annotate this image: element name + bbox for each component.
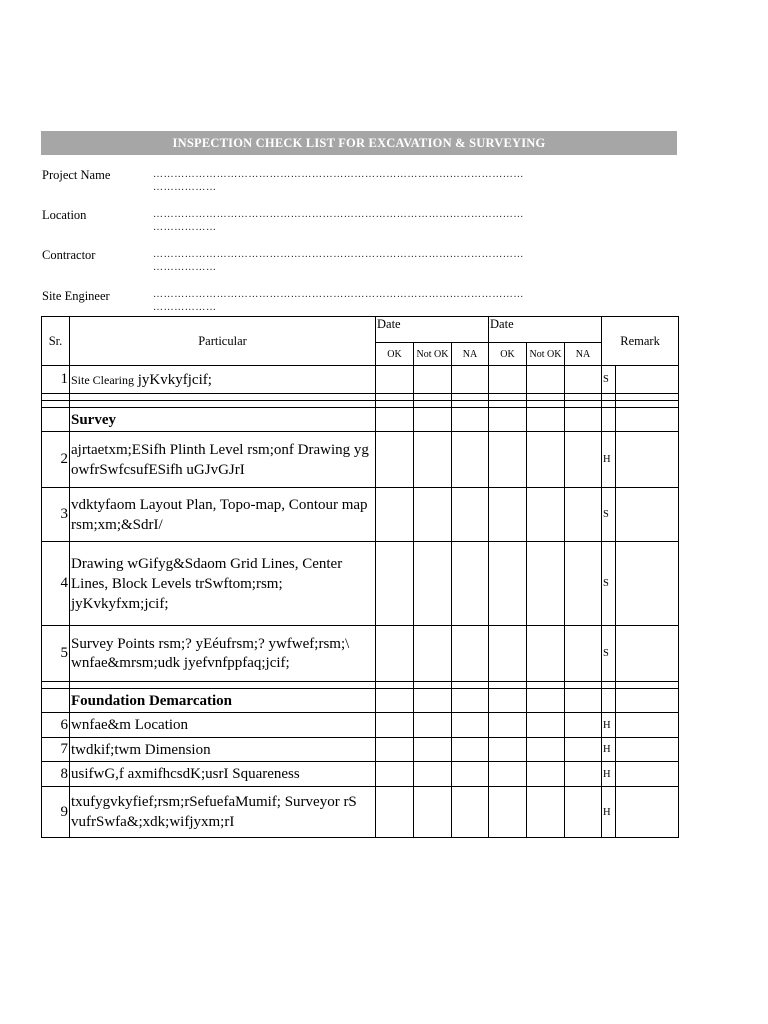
- row-particular-lead: Site Clearing: [71, 372, 134, 387]
- header-date-2: Date: [489, 317, 602, 343]
- not-ok-cell[interactable]: [527, 542, 565, 626]
- ok-cell[interactable]: [489, 738, 527, 762]
- remark-code: S: [602, 542, 616, 626]
- remark-code: H: [602, 713, 616, 738]
- site-engineer-label: Site Engineer: [42, 289, 110, 303]
- not-ok-cell[interactable]: [527, 488, 565, 542]
- project-name-label: Project Name: [42, 168, 111, 182]
- row-sr: 6: [42, 713, 70, 738]
- ok-cell[interactable]: [489, 542, 527, 626]
- ok-cell[interactable]: [489, 432, 527, 488]
- header-ok-1: OK: [376, 343, 414, 366]
- row-particular: [70, 366, 376, 394]
- na-cell[interactable]: [565, 738, 602, 762]
- checklist-table: [41, 316, 679, 838]
- project-name-dots-1: ……………………………………………………………………………………………: [153, 169, 524, 180]
- header-sr: Sr.: [42, 317, 70, 366]
- header-ok-2: OK: [489, 343, 527, 366]
- contractor-label: Contractor: [42, 248, 96, 262]
- row-sr: 8: [42, 762, 70, 787]
- section-survey-heading: Survey: [70, 408, 376, 432]
- table-row: [42, 542, 679, 626]
- remark-code: S: [602, 488, 616, 542]
- remark-code: S: [602, 626, 616, 682]
- remark-cell[interactable]: [616, 738, 679, 762]
- na-cell[interactable]: [565, 713, 602, 738]
- row-sr: 4: [42, 542, 70, 626]
- row-sr: 7: [42, 738, 70, 762]
- header-na-1: NA: [452, 343, 489, 366]
- remark-cell[interactable]: [616, 713, 679, 738]
- section-row: [42, 408, 679, 432]
- remark-code: H: [602, 738, 616, 762]
- header-remark: Remark: [602, 317, 679, 366]
- location-dots-1: ……………………………………………………………………………………………: [153, 209, 524, 220]
- checklist-title: INSPECTION CHECK LIST FOR EXCAVATION & SURVEYING: [41, 131, 677, 155]
- remark-cell[interactable]: [616, 626, 679, 682]
- ok-cell[interactable]: [376, 738, 414, 762]
- not-ok-cell[interactable]: [527, 787, 565, 838]
- project-name-dots-2: ………………: [153, 182, 217, 193]
- table-row-spacer: [42, 401, 679, 408]
- table-row: [42, 366, 679, 394]
- site-engineer-dots-1: ……………………………………………………………………………………………: [153, 289, 524, 300]
- header-not-ok-1: Not OK: [414, 343, 452, 366]
- ok-cell[interactable]: [376, 366, 414, 394]
- na-cell[interactable]: [452, 738, 489, 762]
- na-cell[interactable]: [565, 787, 602, 838]
- ok-cell[interactable]: [489, 787, 527, 838]
- na-cell[interactable]: [565, 626, 602, 682]
- section-foundation-heading: Foundation Demarcation: [70, 689, 376, 713]
- row-particular: Drawing wGifyg&Sdaom Grid Lines, Center Lines, Block Levels trSwftom;rsm; jyKvkyfxm;jcif;: [70, 542, 376, 626]
- row-sr: 1: [42, 366, 70, 394]
- not-ok-cell[interactable]: [414, 626, 452, 682]
- row-particular-text: jyKvkyfjcif;: [134, 371, 212, 388]
- not-ok-cell[interactable]: [414, 762, 452, 787]
- not-ok-cell[interactable]: [414, 738, 452, 762]
- not-ok-cell[interactable]: [527, 366, 565, 394]
- ok-cell[interactable]: [489, 488, 527, 542]
- site-engineer-field[interactable]: [153, 288, 667, 314]
- not-ok-cell[interactable]: [414, 713, 452, 738]
- not-ok-cell[interactable]: [414, 488, 452, 542]
- row-sr: 5: [42, 626, 70, 682]
- na-cell[interactable]: [452, 542, 489, 626]
- not-ok-cell[interactable]: [414, 366, 452, 394]
- ok-cell[interactable]: [376, 626, 414, 682]
- na-cell[interactable]: [452, 488, 489, 542]
- location-label: Location: [42, 208, 87, 222]
- row-sr: 3: [42, 488, 70, 542]
- na-cell[interactable]: [452, 366, 489, 394]
- ok-cell[interactable]: [376, 762, 414, 787]
- na-cell[interactable]: [452, 626, 489, 682]
- row-sr: 2: [42, 432, 70, 488]
- ok-cell[interactable]: [489, 713, 527, 738]
- remark-cell[interactable]: [616, 542, 679, 626]
- na-cell[interactable]: [565, 488, 602, 542]
- remark-cell[interactable]: [616, 432, 679, 488]
- header-date-1: Date: [376, 317, 489, 343]
- ok-cell[interactable]: [376, 542, 414, 626]
- remark-cell[interactable]: [616, 762, 679, 787]
- not-ok-cell[interactable]: [414, 542, 452, 626]
- remark-cell[interactable]: [616, 366, 679, 394]
- na-cell[interactable]: [452, 762, 489, 787]
- ok-cell[interactable]: [376, 488, 414, 542]
- na-cell[interactable]: [565, 432, 602, 488]
- table-row: [42, 738, 679, 762]
- row-particular: Survey Points rsm;? yEéufrsm;? ywfwef;rsm;\ wnfae&mrsm;udk jyefvnfppfaq;jcif;: [70, 626, 376, 682]
- table-row: [42, 762, 679, 787]
- table-row: [42, 713, 679, 738]
- contractor-field[interactable]: [153, 248, 667, 274]
- not-ok-cell[interactable]: [527, 738, 565, 762]
- row-sr: 9: [42, 787, 70, 838]
- location-field[interactable]: [153, 208, 667, 234]
- not-ok-cell[interactable]: [527, 626, 565, 682]
- ok-cell[interactable]: [376, 432, 414, 488]
- row-particular: ajrtaetxm;ESifh Plinth Level rsm;onf Drawing yg owfrSwfcsufESifh uGJvGJrI: [70, 432, 376, 488]
- contractor-dots-1: ……………………………………………………………………………………………: [153, 249, 524, 260]
- na-cell[interactable]: [565, 542, 602, 626]
- na-cell[interactable]: [452, 713, 489, 738]
- section-row: [42, 689, 679, 713]
- site-engineer-dots-2: ………………: [153, 302, 217, 313]
- remark-code: H: [602, 432, 616, 488]
- row-particular: vdktyfaom Layout Plan, Topo-map, Contour map rsm;xm;&SdrI/: [70, 488, 376, 542]
- row-particular: txufygvkyfief;rsm;rSefuefaMumif; Surveyor rS vufrSwfa&;xdk;wifjyxm;rI: [70, 787, 376, 838]
- table-row-spacer: [42, 682, 679, 689]
- not-ok-cell[interactable]: [414, 787, 452, 838]
- project-name-field[interactable]: [153, 168, 667, 194]
- ok-cell[interactable]: [489, 366, 527, 394]
- na-cell[interactable]: [452, 787, 489, 838]
- header-not-ok-2: Not OK: [527, 343, 565, 366]
- not-ok-cell[interactable]: [414, 432, 452, 488]
- not-ok-cell[interactable]: [527, 432, 565, 488]
- ok-cell[interactable]: [489, 762, 527, 787]
- ok-cell[interactable]: [489, 626, 527, 682]
- header-particular: Particular: [70, 317, 376, 366]
- not-ok-cell[interactable]: [527, 713, 565, 738]
- header-na-2: NA: [565, 343, 602, 366]
- ok-cell[interactable]: [376, 713, 414, 738]
- table-row: [42, 626, 679, 682]
- contractor-dots-2: ………………: [153, 262, 217, 273]
- na-cell[interactable]: [565, 366, 602, 394]
- remark-cell[interactable]: [616, 787, 679, 838]
- remark-cell[interactable]: [616, 488, 679, 542]
- remark-code: S: [602, 366, 616, 394]
- remark-code: H: [602, 762, 616, 787]
- table-row: [42, 488, 679, 542]
- table-row: [42, 787, 679, 838]
- ok-cell[interactable]: [376, 787, 414, 838]
- remark-code: H: [602, 787, 616, 838]
- row-particular: wnfae&m Location: [70, 713, 376, 738]
- table-row-spacer: [42, 394, 679, 401]
- na-cell[interactable]: [565, 762, 602, 787]
- row-particular: usifwG,f axmifhcsdK;usrI Squareness: [70, 762, 376, 787]
- location-dots-2: ………………: [153, 222, 217, 233]
- row-particular: twdkif;twm Dimension: [70, 738, 376, 762]
- na-cell[interactable]: [452, 432, 489, 488]
- table-row: [42, 432, 679, 488]
- not-ok-cell[interactable]: [527, 762, 565, 787]
